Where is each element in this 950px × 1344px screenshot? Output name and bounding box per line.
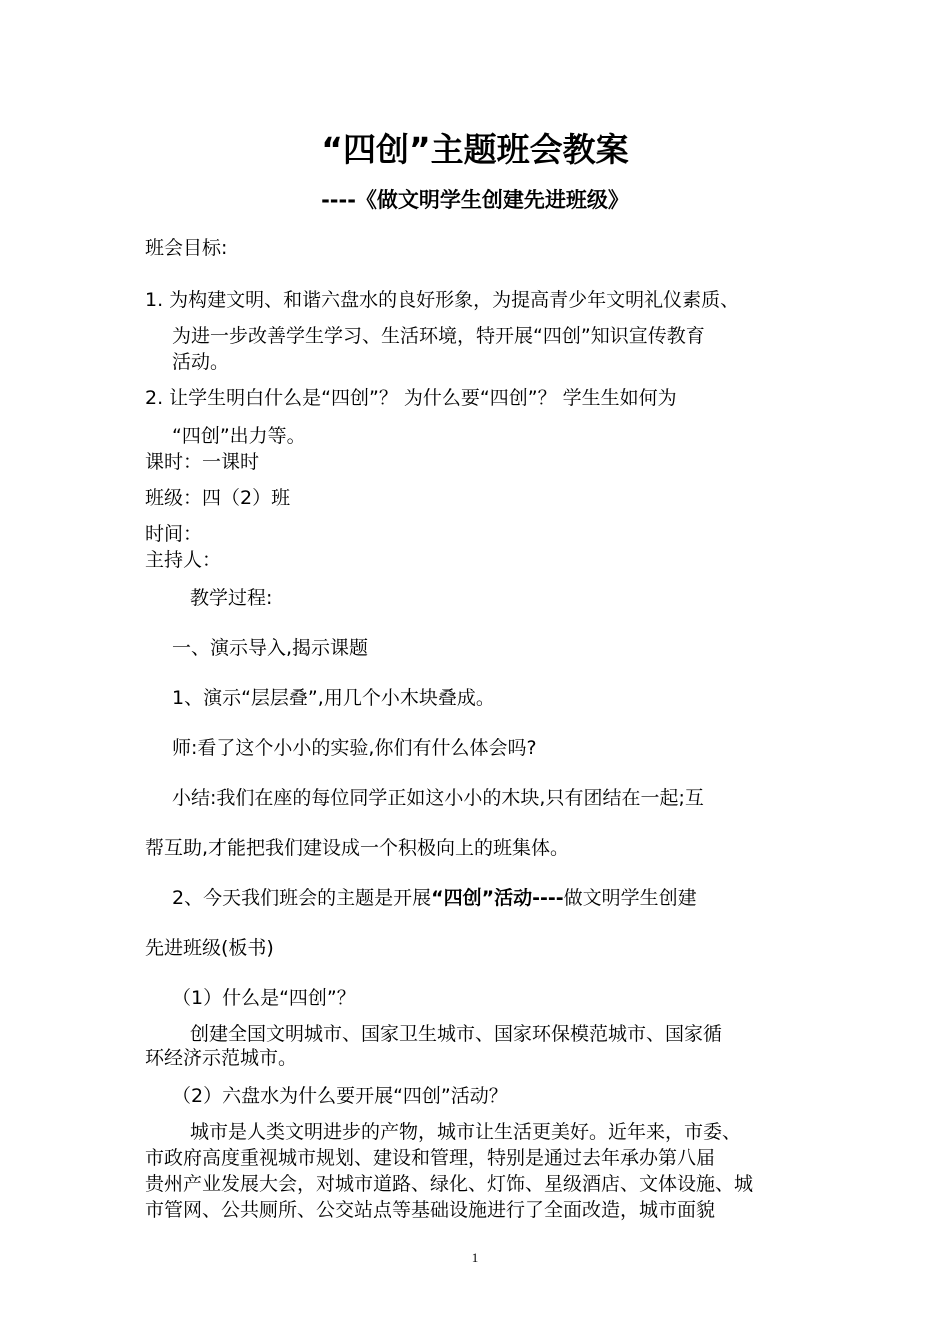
answer-2-line-2: 市政府高度重视城市规划、建设和管理，特别是通过去年承办第八届	[145, 1147, 716, 1169]
objective-2-line-1: 2. 让学生明白什么是“四创”？ 为什么要“四创”？ 学生生如何为	[145, 387, 677, 409]
theme-text-end: 做文明学生创建	[563, 887, 697, 909]
class-host: 主持人：	[145, 549, 222, 571]
summary-line-1: 小结:我们在座的每位同学正如这小小的木块,只有团结在一起;互	[172, 787, 704, 809]
question-1: （1）什么是“四创”？	[172, 987, 356, 1009]
class-time: 时间：	[145, 523, 203, 545]
objective-2-line-2: “四创”出力等。	[172, 425, 306, 447]
question-2: （2）六盘水为什么要开展“四创”活动？	[172, 1085, 508, 1107]
theme-text-bold: “四创”活动----	[431, 887, 564, 909]
document-title: “四创”主题班会教案	[321, 130, 629, 169]
answer-1-line-1: 创建全国文明城市、国家卫生城市、国家环保模范城市、国家循	[190, 1023, 723, 1045]
page-number: 1	[471, 1250, 479, 1265]
answer-2-line-1: 城市是人类文明进步的产物，城市让生活更美好。近年来，市委、	[190, 1121, 742, 1143]
demo-step: 1、演示“层层叠”,用几个小木块叠成。	[172, 687, 495, 709]
answer-2-line-4: 市管网、公共厕所、公交站点等基础设施进行了全面改造，城市面貌	[145, 1199, 716, 1221]
class-hours: 课时：一课时	[145, 451, 260, 473]
teaching-process-heading: 教学过程:	[190, 587, 273, 609]
teacher-question: 师:看了这个小小的实验,你们有什么体会吗?	[172, 737, 537, 759]
theme-line-2: 先进班级(板书)	[145, 937, 274, 959]
objective-1-line-2: 为进一步改善学生学习、生活环境，特开展“四创”知识宣传教育	[172, 325, 705, 347]
summary-line-2: 帮互助,才能把我们建设成一个积极向上的班集体。	[145, 837, 570, 859]
answer-1-line-2: 环经济示范城市。	[145, 1047, 298, 1069]
theme-line-1	[172, 886, 697, 910]
theme-text-start: 2、今天我们班会的主题是开展	[172, 887, 432, 909]
class-grade: 班级：四（2）班	[145, 487, 291, 509]
objectives-heading: 班会目标:	[145, 237, 228, 259]
document-subtitle: ----《做文明学生创建先进班级》	[321, 188, 629, 212]
answer-2-line-3: 贵州产业发展大会，对城市道路、绿化、灯饰、星级酒店、文体设施、城	[145, 1173, 754, 1195]
objective-1-line-3: 活动。	[172, 351, 230, 373]
objective-1-line-1: 1. 为构建文明、和谐六盘水的良好形象，为提高青少年文明礼仪素质、	[145, 289, 740, 311]
section-1-heading: 一、演示导入,揭示课题	[172, 637, 369, 659]
